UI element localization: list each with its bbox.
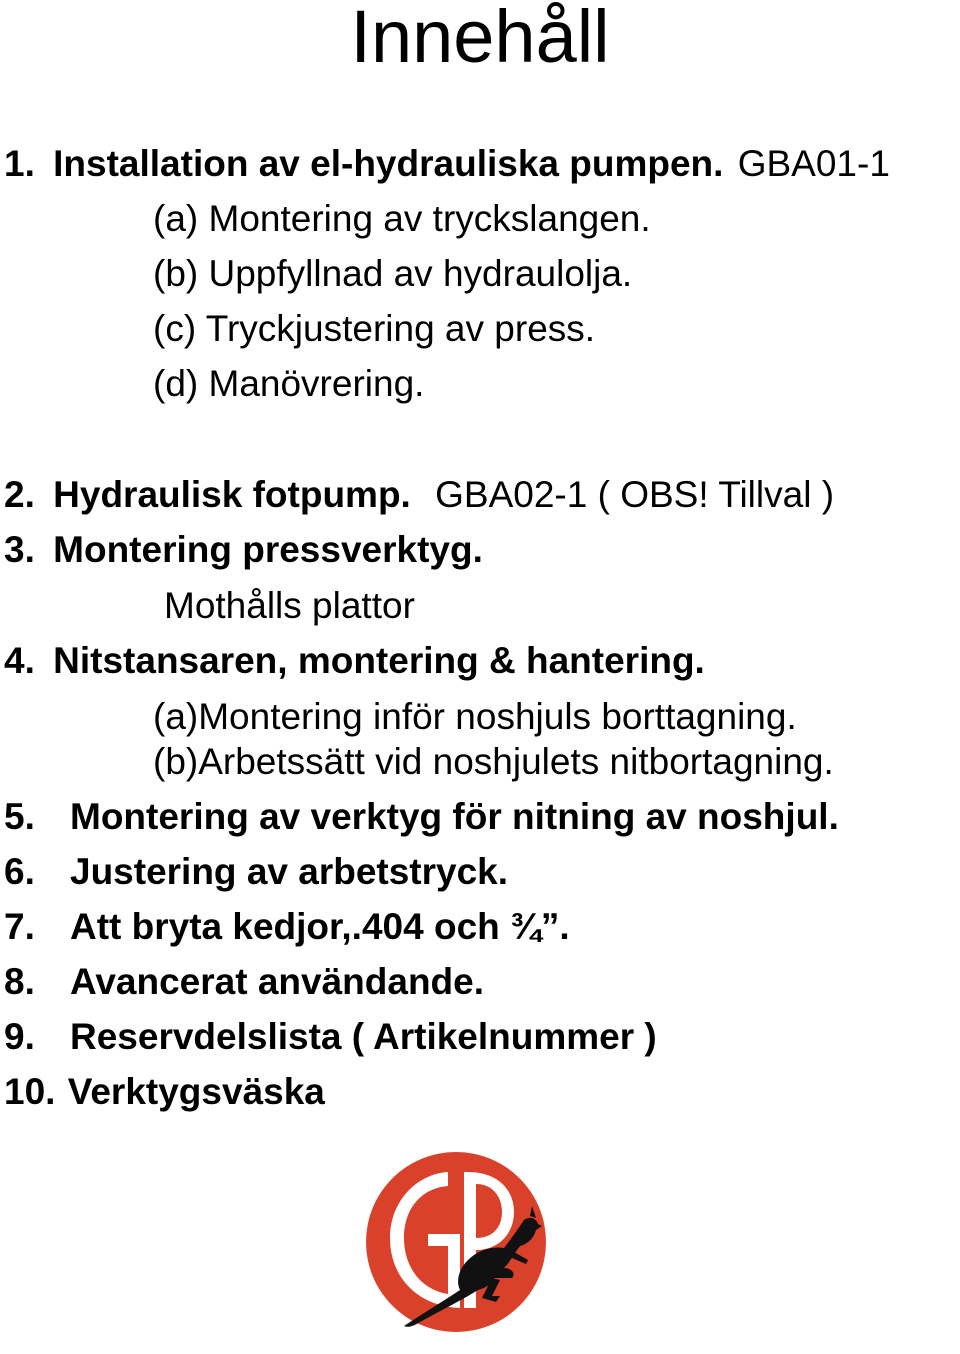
toc-subitem-4a: (a)Montering inför noshjuls borttagning. xyxy=(153,696,797,737)
toc-item-text: Verktygsväska xyxy=(67,1071,325,1112)
toc-subitem-1c: (c) Tryckjustering av press. xyxy=(153,308,596,349)
toc-item-1 xyxy=(4,144,890,184)
page-title: Innehåll xyxy=(350,0,610,78)
toc-subitem-1a: (a) Montering av tryckslangen. xyxy=(153,198,651,239)
toc-item-number: 5. xyxy=(4,796,35,837)
toc-item-text: Nitstansaren, montering & hantering. xyxy=(53,640,705,681)
toc-subitem-4b: (b)Arbetssätt vid noshjulets nitbortagning. xyxy=(153,741,834,782)
toc-item-text: Justering av arbetstryck. xyxy=(70,851,509,892)
toc-item-number: 7. xyxy=(4,906,35,947)
toc-item-text: Avancerat användande. xyxy=(70,961,485,1002)
toc-item-text: Att bryta kedjor,.404 och ¾”. xyxy=(70,906,570,947)
toc-item-8 xyxy=(4,962,484,1002)
toc-item-text: Montering pressverktyg. xyxy=(53,529,483,570)
toc-item-text: Hydraulisk fotpump. xyxy=(53,474,411,515)
toc-item-10 xyxy=(4,1072,325,1112)
toc-subitem-1b: (b) Uppfyllnad av hydraulolja. xyxy=(153,253,633,294)
toc-item-2 xyxy=(4,475,834,515)
toc-item-number: 2. xyxy=(4,474,35,515)
toc-item-text: Reservdelslista ( Artikelnummer ) xyxy=(70,1016,657,1057)
toc-item-7 xyxy=(4,907,570,947)
toc-subitem-3a: Mothålls plattor xyxy=(164,585,415,626)
toc-item-number: 4. xyxy=(4,640,35,681)
toc-item-number: 3. xyxy=(4,529,35,570)
toc-item-6 xyxy=(4,852,508,892)
toc-item-5 xyxy=(4,797,839,837)
toc-item-number: 10. xyxy=(4,1071,56,1112)
toc-item-code: GBA01-1 xyxy=(737,143,890,184)
toc-item-code: GBA02-1 ( OBS! Tillval ) xyxy=(435,474,835,515)
gp-kangaroo-logo xyxy=(364,1150,548,1334)
toc-item-9 xyxy=(4,1017,657,1057)
toc-item-number: 9. xyxy=(4,1016,35,1057)
toc-item-number: 1. xyxy=(4,143,35,184)
toc-item-3 xyxy=(4,530,483,570)
toc-subitem-1d: (d) Manövrering. xyxy=(153,363,425,404)
toc-item-4 xyxy=(4,641,705,681)
toc-item-number: 6. xyxy=(4,851,35,892)
toc-item-number: 8. xyxy=(4,961,35,1002)
toc-item-text: Montering av verktyg för nitning av noshjul. xyxy=(70,796,839,837)
toc-item-text: Installation av el-hydrauliska pumpen. xyxy=(53,143,724,184)
logo-graphic xyxy=(364,1150,548,1334)
